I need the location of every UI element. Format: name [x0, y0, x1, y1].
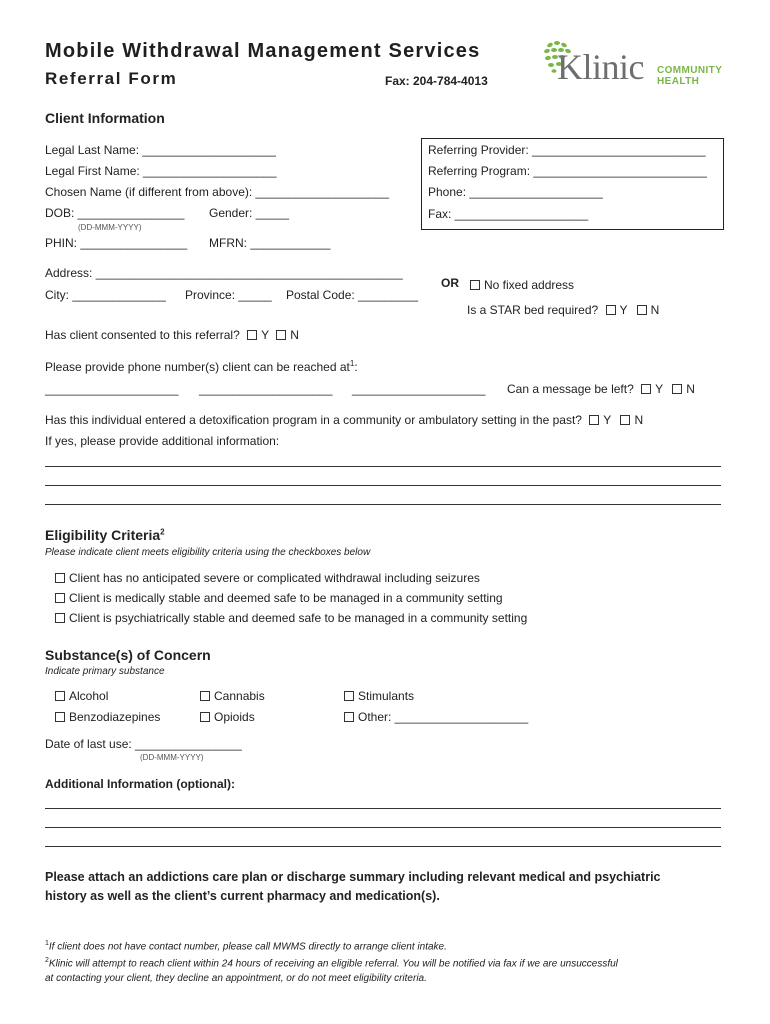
- no-fixed-address-option[interactable]: No fixed address: [470, 278, 574, 292]
- client-phone-field-3[interactable]: ____________________: [352, 382, 486, 396]
- fax-number: Fax: 204-784-4013: [385, 74, 488, 88]
- logo-tagline: COMMUNITY HEALTH: [657, 65, 723, 87]
- referring-provider-field[interactable]: Referring Provider: __________________________: [428, 143, 706, 157]
- additional-info-line-1[interactable]: [45, 808, 721, 809]
- message-left-question: Can a message be left? Y N: [507, 382, 695, 396]
- logo-wordmark: Klinic: [557, 47, 644, 87]
- alcohol-checkbox[interactable]: [55, 691, 65, 701]
- message-yes-checkbox[interactable]: [641, 384, 651, 394]
- city-field[interactable]: City: ______________: [45, 288, 166, 302]
- eligibility-item[interactable]: Client is psychiatrically stable and deemed safe to be managed in a community setting: [55, 611, 527, 625]
- cannabis-option[interactable]: Cannabis: [200, 689, 265, 703]
- attach-note-line-2: history as well as the client’s current pharmacy and medication(s).: [45, 889, 440, 903]
- benzodiazepines-checkbox[interactable]: [55, 712, 65, 722]
- opioids-option[interactable]: Opioids: [200, 710, 255, 724]
- stimulants-option[interactable]: Stimulants: [344, 689, 414, 703]
- additional-info-line-2[interactable]: [45, 827, 721, 828]
- opioids-checkbox[interactable]: [200, 712, 210, 722]
- consent-no-checkbox[interactable]: [276, 330, 286, 340]
- form-title: Mobile Withdrawal Management Services: [45, 40, 481, 62]
- star-bed-yes-checkbox[interactable]: [606, 305, 616, 315]
- province-field[interactable]: Province: _____: [185, 288, 272, 302]
- detox-info-line-2[interactable]: [45, 485, 721, 486]
- consent-question: Has client consented to this referral? Y N: [45, 328, 299, 342]
- no-fixed-address-checkbox[interactable]: [470, 280, 480, 290]
- detox-yes-checkbox[interactable]: [589, 415, 599, 425]
- legal-last-name-field[interactable]: Legal Last Name: ____________________: [45, 143, 276, 157]
- provider-phone-field[interactable]: Phone: ____________________: [428, 185, 603, 199]
- referring-program-field[interactable]: Referring Program: __________________________: [428, 164, 707, 178]
- consent-yes-checkbox[interactable]: [247, 330, 257, 340]
- dob-field[interactable]: DOB: ________________: [45, 206, 185, 220]
- provider-fax-field[interactable]: Fax: ____________________: [428, 207, 589, 221]
- detox-no-checkbox[interactable]: [620, 415, 630, 425]
- or-label: OR: [441, 276, 459, 290]
- referring-provider-box: [421, 138, 724, 230]
- eligibility-heading: Eligibility Criteria$^2$: [45, 527, 165, 543]
- footnote-2-continued: at contacting your client, they decline an appointment, or do not meet eligibility criteria.: [45, 973, 427, 984]
- phin-field[interactable]: PHIN: ________________: [45, 236, 188, 250]
- star-bed-no-checkbox[interactable]: [637, 305, 647, 315]
- eligibility-item[interactable]: Client is medically stable and deemed safe to be managed in a community setting: [55, 591, 503, 605]
- mfrn-field[interactable]: MFRN: ____________: [209, 236, 331, 250]
- client-phone-field-1[interactable]: ____________________: [45, 382, 179, 396]
- stimulants-checkbox[interactable]: [344, 691, 354, 701]
- client-info-heading: Client Information: [45, 110, 165, 126]
- substances-heading: Substance(s) of Concern: [45, 647, 211, 663]
- eligibility-checkbox[interactable]: [55, 573, 65, 583]
- detox-question: Has this individual entered a detoxification program in a community or ambulatory setting in the past? Y N: [45, 413, 644, 427]
- postal-code-field[interactable]: Postal Code: _________: [286, 288, 419, 302]
- additional-info-line-3[interactable]: [45, 846, 721, 847]
- address-field[interactable]: Address: ______________________________________________: [45, 266, 403, 280]
- dob-format-hint: (DD-MMM-YYYY): [78, 223, 142, 232]
- legal-first-name-field[interactable]: Legal First Name: ____________________: [45, 164, 277, 178]
- substances-instruction: Indicate primary substance: [45, 666, 165, 677]
- benzodiazepines-option[interactable]: Benzodiazepines: [55, 710, 160, 724]
- eligibility-checkbox[interactable]: [55, 593, 65, 603]
- eligibility-instruction: Please indicate client meets eligibility criteria using the checkboxes below: [45, 547, 371, 558]
- detox-info-prompt: If yes, please provide additional information:: [45, 434, 280, 448]
- attach-note-line-1: Please attach an addictions care plan or discharge summary including relevant medical and psychiatric: [45, 870, 661, 884]
- other-substance-checkbox[interactable]: [344, 712, 354, 722]
- phone-prompt: Please provide phone number(s) client can be reached $at^1$:: [45, 359, 358, 374]
- last-use-date-field[interactable]: Date of last use: ________________: [45, 737, 242, 751]
- message-no-checkbox[interactable]: [672, 384, 682, 394]
- form-subtitle: Referral Form: [45, 69, 178, 88]
- other-substance-option[interactable]: Other: ____________________: [344, 710, 528, 724]
- eligibility-checkbox[interactable]: [55, 613, 65, 623]
- gender-field[interactable]: Gender: _____: [209, 206, 290, 220]
- footnote-2: $^2$Klinic will attempt to reach client within 24 hours of receiving an eligible referral. You will be notified via fax if we are unsuccessful: [45, 957, 618, 970]
- cannabis-checkbox[interactable]: [200, 691, 210, 701]
- detox-info-line-3[interactable]: [45, 504, 721, 505]
- chosen-name-field[interactable]: Chosen Name (if different from above): ____________________: [45, 185, 390, 199]
- eligibility-item[interactable]: Client has no anticipated severe or complicated withdrawal including seizures: [55, 571, 480, 585]
- alcohol-option[interactable]: Alcohol: [55, 689, 108, 703]
- star-bed-question: Is a STAR bed required? Y N: [467, 303, 660, 317]
- klinic-logo: [540, 40, 730, 92]
- footnote-1: $^1$If client does not have contact number, please call MWMS directly to arrange client intake.: [45, 940, 447, 953]
- last-use-format-hint: (DD-MMM-YYYY): [140, 753, 204, 762]
- client-phone-field-2[interactable]: ____________________: [199, 382, 333, 396]
- detox-info-line-1[interactable]: [45, 466, 721, 467]
- additional-info-label: Additional Information (optional):: [45, 777, 235, 791]
